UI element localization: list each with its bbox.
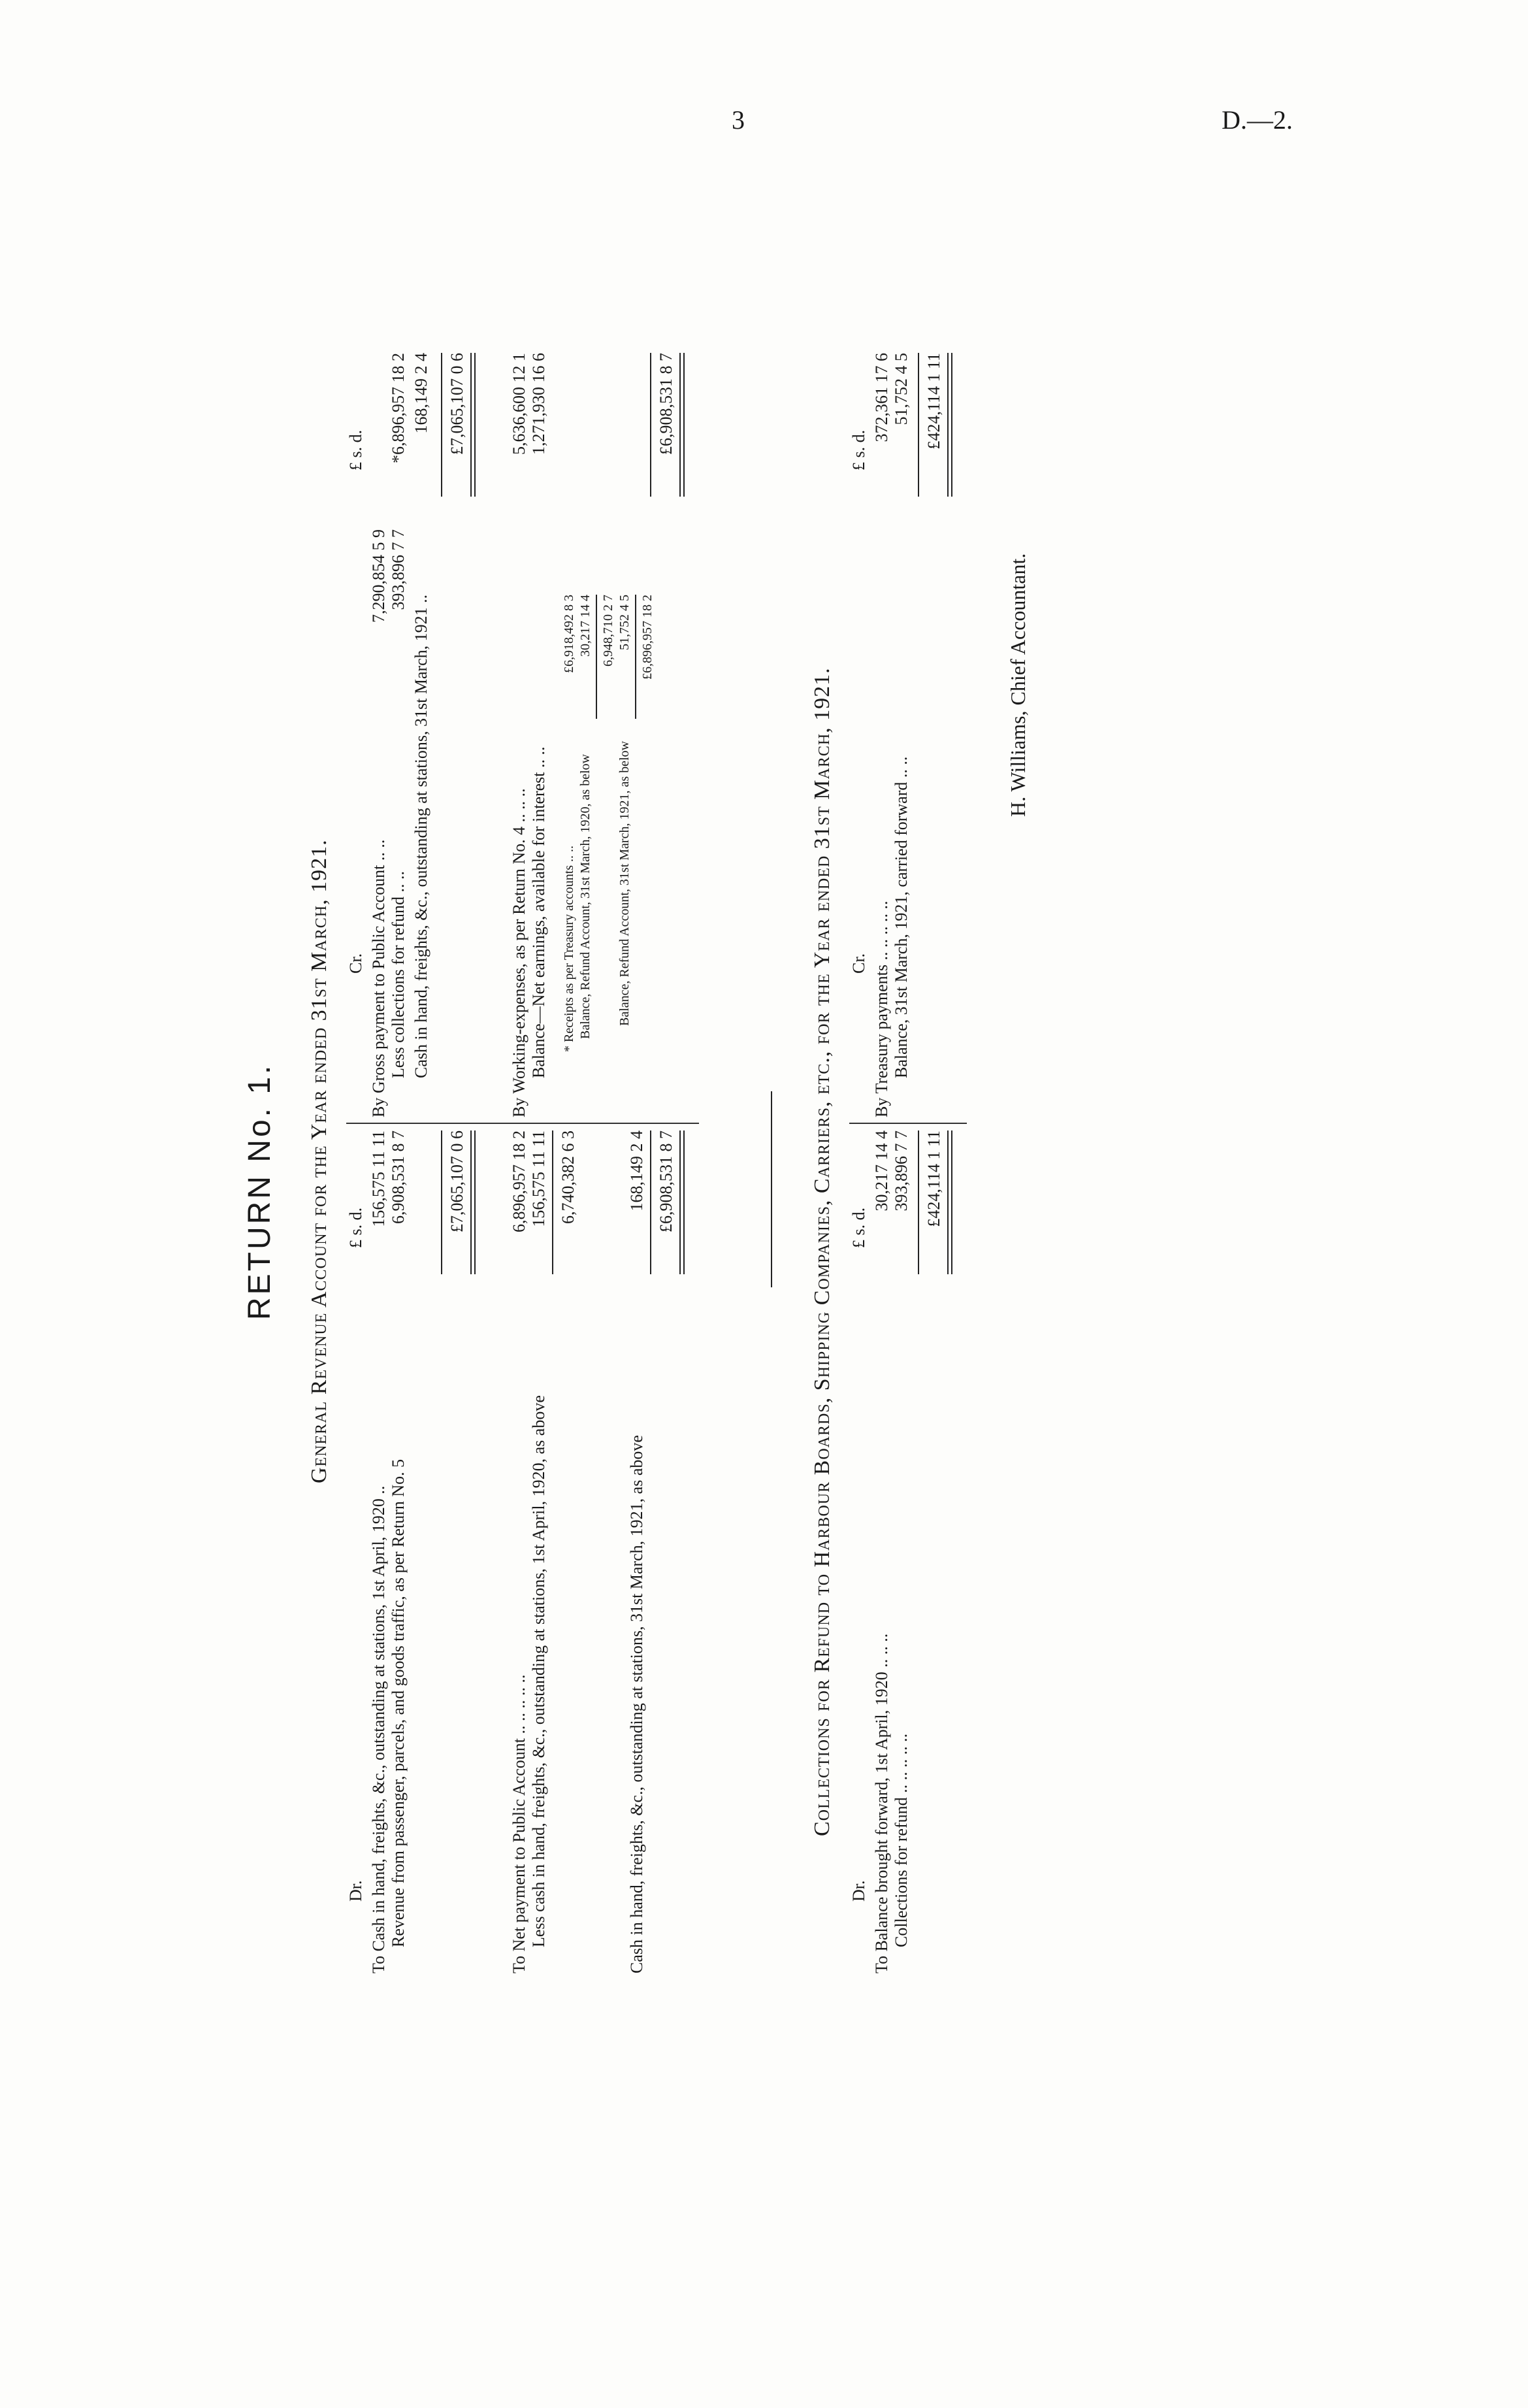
revenue-dr-rule-2 (552, 1130, 553, 1274)
refund-cr-rule (918, 353, 919, 497)
revenue-dr-line-3-amount: 6,896,957 18 2 (510, 1130, 528, 1232)
revenue-cr-line-4-amount: 5,636,600 12 1 (510, 353, 528, 455)
revenue-note-receipts: * Receipts as per Treasury accounts .. .. (562, 845, 576, 1052)
revenue-cr-double-rule-1 (470, 353, 476, 497)
revenue-note-total: £6,896,957 18 2 (640, 595, 655, 680)
refund-dr-line-2-amount: 393,896 7 7 (892, 1130, 911, 1212)
revenue-dr-rule-1 (441, 1130, 442, 1274)
refund-cr-line-2: Balance, 31st March, 1921, carried forward .. .. (892, 756, 911, 1078)
revenue-dr-line-3: To Net payment to Public Account .. .. .. .. .. (510, 1674, 528, 1973)
revenue-cr-line-4: By Working-expenses, as per Return No. 4 .. .. .. (510, 788, 528, 1117)
page-reference: D.—2. (1222, 105, 1293, 135)
revenue-dr-line-4-amount: 156,575 11 11 (529, 1130, 548, 1227)
refund-account-title: Collections for Refund to Harbour Boards, Shipping Companies, Carriers, etc., for the Year ended 31st March, 1921. (810, 667, 834, 1836)
refund-dr-total: £424,114 1 11 (924, 1130, 943, 1227)
revenue-cr-line-2: Less collections for refund .. .. (389, 871, 408, 1078)
revenue-note-balance-1921-amount: 51,752 4 5 (617, 595, 632, 650)
revenue-cr-line-2-net: *6,896,957 18 2 (389, 353, 408, 463)
refund-dr-rule (918, 1130, 919, 1274)
revenue-cr-total-2: £6,908,531 8 7 (657, 353, 675, 455)
revenue-dr-line-2-amount: 6,908,531 8 7 (389, 1130, 408, 1224)
revenue-cr-line-5-amount: 1,271,930 16 6 (529, 353, 548, 455)
revenue-cr-line-5: Balance—Net earnings, available for interest .. .. (529, 746, 548, 1078)
revenue-dr-rule-3 (650, 1130, 651, 1274)
revenue-cr-line-2-amount: 393,896 7 7 (389, 529, 408, 610)
refund-dr-line-1: To Balance brought forward, 1st April, 1920 .. .. .. (872, 1633, 891, 1973)
revenue-dr-line-4-net: 6,740,382 6 3 (559, 1130, 577, 1224)
refund-cr-label: Cr. (849, 953, 868, 974)
revenue-dr-line-1: To Cash in hand, freights, &c., outstanding at stations, 1st April, 1920 .. (369, 1485, 388, 1973)
refund-dr-line-2: Collections for refund .. .. .. .. .. (892, 1733, 911, 1947)
refund-dr-double-rule (947, 1130, 952, 1274)
refund-cr-double-rule (947, 353, 952, 497)
revenue-dr-double-rule-2 (679, 1130, 685, 1274)
signature: H. Williams, Chief Accountant. (1006, 553, 1030, 817)
revenue-dr-total-1: £7,065,107 0 6 (447, 1130, 466, 1232)
refund-cr-line-2-amount: 51,752 4 5 (892, 353, 911, 425)
revenue-center-divider (346, 1123, 699, 1124)
revenue-dr-line-5-amount: 168,149 2 4 (627, 1130, 646, 1212)
revenue-cr-line-1-amount: 7,290,854 5 9 (369, 529, 388, 623)
refund-center-divider (849, 1123, 967, 1124)
revenue-dr-total-2: £6,908,531 8 7 (657, 1130, 675, 1232)
refund-dr-currency-header: £ s. d. (849, 1207, 868, 1248)
section-separator (771, 1091, 772, 1287)
revenue-cr-label: Cr. (346, 953, 365, 974)
revenue-dr-label: Dr. (346, 1880, 365, 1902)
refund-cr-line-1-amount: 372,361 17 6 (872, 353, 891, 442)
return-title: RETURN No. 1. (242, 1063, 277, 1320)
revenue-cr-line-1: By Gross payment to Public Account .. .. (369, 839, 388, 1117)
rotated-page-content (183, 229, 1228, 2189)
revenue-note-rule-2 (635, 595, 636, 719)
revenue-dr-line-1-amount: 156,575 11 11 (369, 1130, 388, 1227)
revenue-note-balance-1921: Balance, Refund Account, 31st March, 1921, as below (617, 740, 632, 1026)
revenue-dr-line-2: Revenue from passenger, parcels, and goods traffic, as per Return No. 5 (389, 1459, 408, 1947)
revenue-dr-line-4: Less cash in hand, freights, &c., outstanding at stations, 1st April, 1920, as above (529, 1395, 548, 1947)
revenue-note-receipts-amount: £6,918,492 8 3 (562, 595, 576, 673)
revenue-cr-line-3: Cash in hand, freights, &c., outstanding at stations, 31st March, 1921 .. (412, 594, 431, 1078)
refund-cr-currency-header: £ s. d. (849, 429, 868, 470)
refund-dr-line-1-amount: 30,217 14 4 (872, 1130, 891, 1212)
revenue-note-rule-1 (596, 595, 597, 719)
revenue-dr-double-rule-1 (470, 1130, 476, 1274)
revenue-note-balance-1920: Balance, Refund Account, 31st March, 1920, as below (578, 753, 593, 1039)
revenue-cr-currency-header: £ s. d. (346, 429, 365, 470)
revenue-note-balance-1920-amount: 30,217 14 4 (578, 595, 593, 657)
revenue-cr-rule-2 (650, 353, 651, 497)
refund-dr-label: Dr. (849, 1880, 868, 1902)
revenue-dr-currency-header: £ s. d. (346, 1207, 365, 1248)
revenue-cr-rule-1 (441, 353, 442, 497)
revenue-cr-total-1: £7,065,107 0 6 (447, 353, 466, 455)
refund-cr-line-1: By Treasury payments .. .. .. .. .. (872, 900, 891, 1117)
revenue-account-title: General Revenue Account for the Year ended 31st March, 1921. (307, 839, 331, 1483)
revenue-note-subtotal: 6,948,710 2 7 (601, 595, 615, 667)
page-number: 3 (732, 105, 745, 135)
revenue-dr-line-5: Cash in hand, freights, &c., outstanding at stations, 31st March, 1921, as above (627, 1435, 646, 1973)
revenue-cr-line-3-amount: 168,149 2 4 (412, 353, 431, 434)
refund-cr-total: £424,114 1 11 (924, 353, 943, 450)
revenue-cr-double-rule-2 (679, 353, 685, 497)
